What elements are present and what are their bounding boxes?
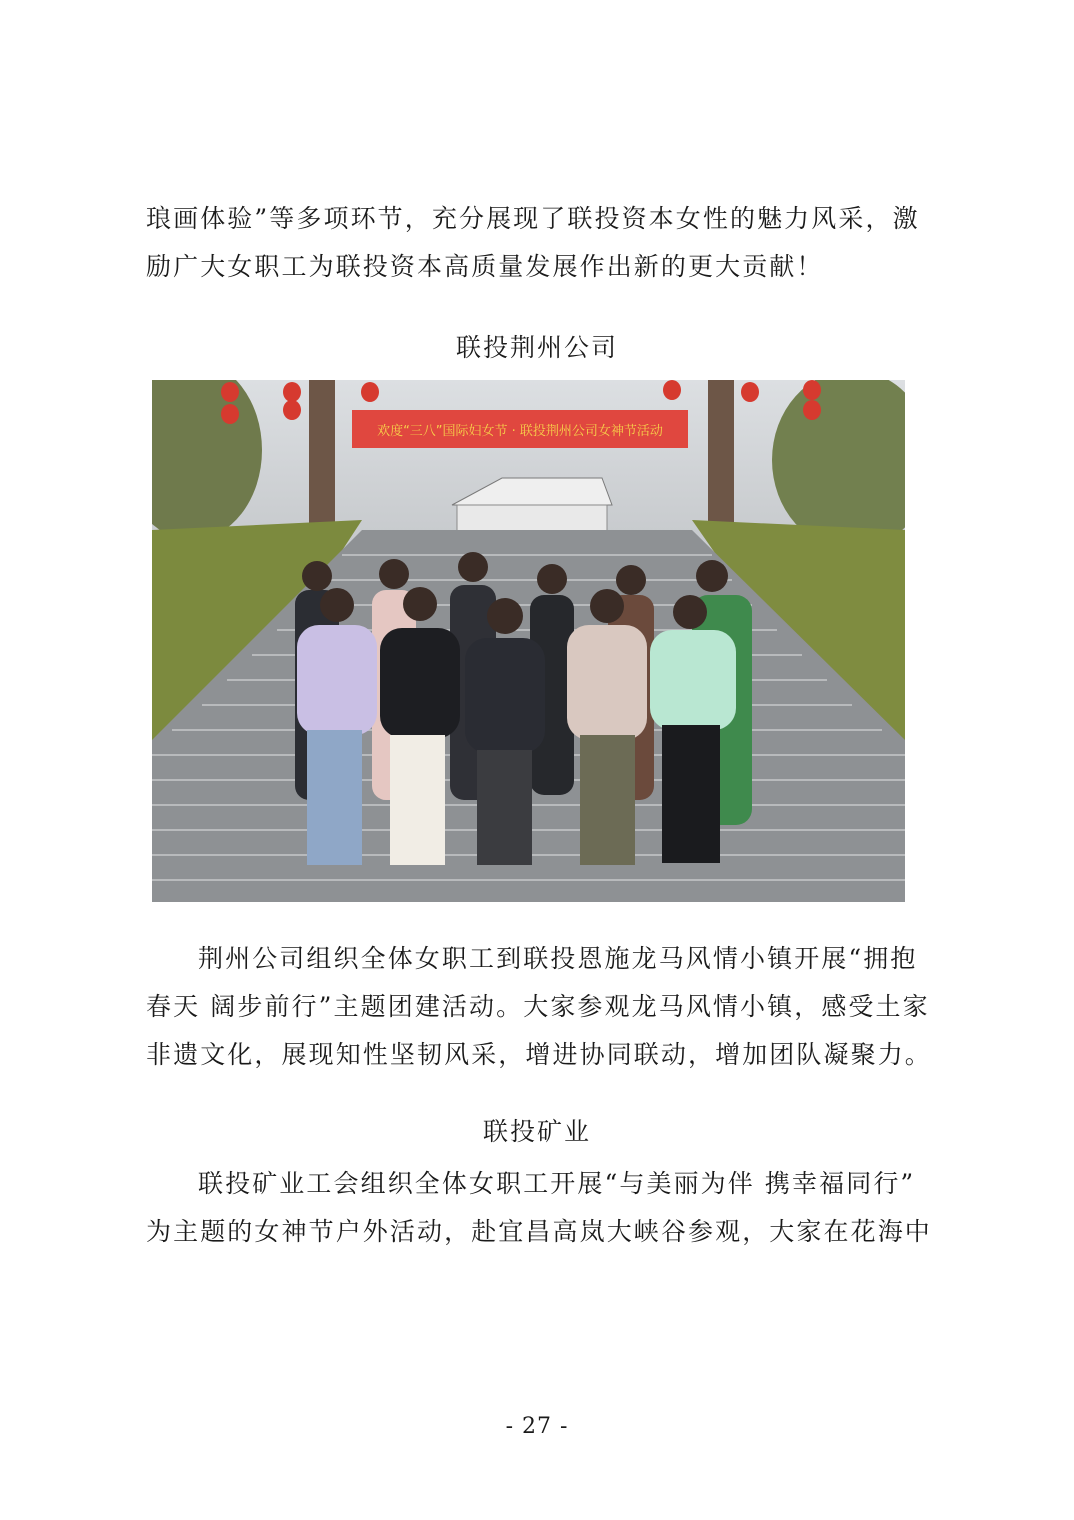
intro-paragraph xyxy=(146,195,946,291)
mining-paragraph xyxy=(146,1160,946,1256)
page-number: - 27 - xyxy=(505,1414,569,1439)
section-heading-mining: 联投矿业 xyxy=(482,1117,591,1146)
jingzhou-line-1: 荆州公司组织全体女职工到联投恩施龙马风情小镇开展“拥抱 xyxy=(198,944,918,973)
jingzhou-line-2: 春天 阔步前行”主题团建活动。大家参观龙马风情小镇，感受土家 xyxy=(146,992,930,1021)
jingzhou-paragraph xyxy=(146,935,946,1079)
section-heading-jingzhou: 联投荆州公司 xyxy=(455,333,618,362)
intro-line-2: 励广大女职工为联投资本高质量发展作出新的更大贡献！ xyxy=(146,252,824,281)
mining-line-2: 为主题的女神节户外活动，赴宜昌高岚大峡谷参观，大家在花海中 xyxy=(146,1217,932,1246)
group-photo xyxy=(152,380,905,902)
jingzhou-line-3: 非遗文化，展现知性坚韧风采，增进协同联动，增加团队凝聚力。 xyxy=(146,1040,932,1069)
intro-line-1: 琅画体验”等多项环节，充分展现了联投资本女性的魅力风采，激 xyxy=(146,204,920,233)
banner-text: 欢度“三八”国际妇女节 · 联投荆州公司女神节活动 xyxy=(377,424,663,439)
mining-line-1: 联投矿业工会组织全体女职工开展“与美丽为伴 携幸福同行” xyxy=(198,1169,916,1198)
